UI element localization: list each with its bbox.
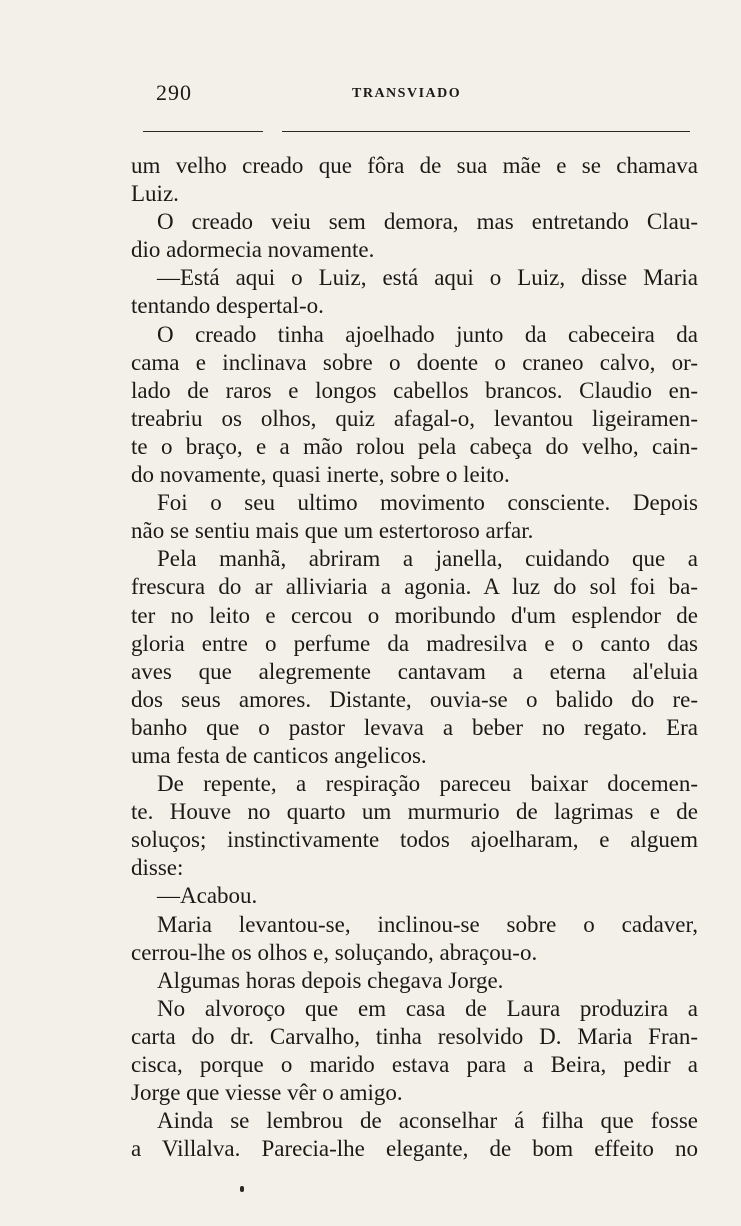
ink-speck: [240, 1186, 244, 1192]
text-line: banho que o pastor levava a beber no regato. Era: [131, 714, 698, 740]
text-line: Luiz.: [131, 181, 179, 207]
text-line: te. Houve no quarto um murmurio de lagrimas e de: [131, 799, 698, 825]
text-line: —Está aqui o Luiz, está aqui o Luiz, disse Maria: [157, 265, 698, 291]
text-line: Maria levantou-se, inclinou-se sobre o cadaver,: [157, 911, 698, 937]
text-line: te o braço, e a mão rolou pela cabeça do velho, cain-: [131, 433, 698, 459]
text-line: O creado veiu sem demora, mas entretando Clau-: [157, 209, 698, 235]
text-line: tentando despertal-o.: [131, 293, 324, 319]
text-line: a Villalva. Parecia-lhe elegante, de bom effeito no: [131, 1136, 698, 1162]
text-line: cama e inclinava sobre o doente o craneo calvo, or-: [131, 349, 698, 375]
text-line: No alvoroço que em casa de Laura produzira a: [157, 995, 698, 1021]
text-line: Jorge que viesse vêr o amigo.: [131, 1080, 403, 1106]
text-line: uma festa de canticos angelicos.: [131, 742, 427, 768]
text-line: frescura do ar alliviaria a agonia. A luz do sol foi ba-: [131, 574, 698, 600]
text-line: não se sentiu mais que um estertoroso arfar.: [131, 518, 534, 544]
running-title: TRANSVIADO: [352, 86, 462, 101]
text-line: dos seus amores. Distante, ouvia-se o balido do re-: [131, 686, 698, 712]
text-line: cisca, porque o marido estava para a Beira, pedir a: [131, 1052, 698, 1077]
text-line: do novamente, quasi inerte, sobre o leito.: [131, 462, 510, 488]
text-line: lado de raros e longos cabellos brancos. Claudio en-: [131, 377, 698, 403]
text-line: disse:: [131, 855, 184, 881]
text-line: Algumas horas depois chegava Jorge.: [157, 967, 504, 993]
text-line: Foi o seu ultimo movimento consciente. Depois: [157, 490, 698, 516]
text-line: treabriu os olhos, quiz afagal-o, levantou ligeiramen-: [131, 405, 698, 431]
page-number: 290: [156, 80, 192, 105]
text-line: dio adormecia novamente.: [131, 237, 375, 263]
text-line: O creado tinha ajoelhado junto da cabeceira da: [157, 321, 698, 347]
text-line: um velho creado que fôra de sua mãe e se chamava: [131, 153, 698, 178]
header-rule-left: [143, 131, 263, 132]
text-line: Ainda se lembrou de aconselhar á filha que fosse: [157, 1108, 698, 1134]
text-line: cerrou-lhe os olhos e, soluçando, abraçou-o.: [131, 939, 538, 965]
text-line: De repente, a respiração pareceu baixar docemen-: [157, 771, 698, 797]
body-text: [131, 152, 698, 1163]
text-line: Pela manhã, abriram a janella, cuidando que a: [157, 546, 698, 572]
text-line: carta do dr. Carvalho, tinha resolvido D. Maria Fran-: [131, 1023, 698, 1049]
text-line: —Acabou.: [157, 883, 258, 909]
text-line: gloria entre o perfume da madresilva e o canto das: [131, 630, 698, 656]
text-line: ter no leito e cercou o moribundo d'um esplendor de: [131, 602, 698, 628]
header-rule-right: [282, 131, 690, 132]
text-line: soluços; instinctivamente todos ajoelharam, e alguem: [131, 827, 698, 853]
text-line: aves que alegremente cantavam a eterna al'eluia: [131, 658, 698, 684]
